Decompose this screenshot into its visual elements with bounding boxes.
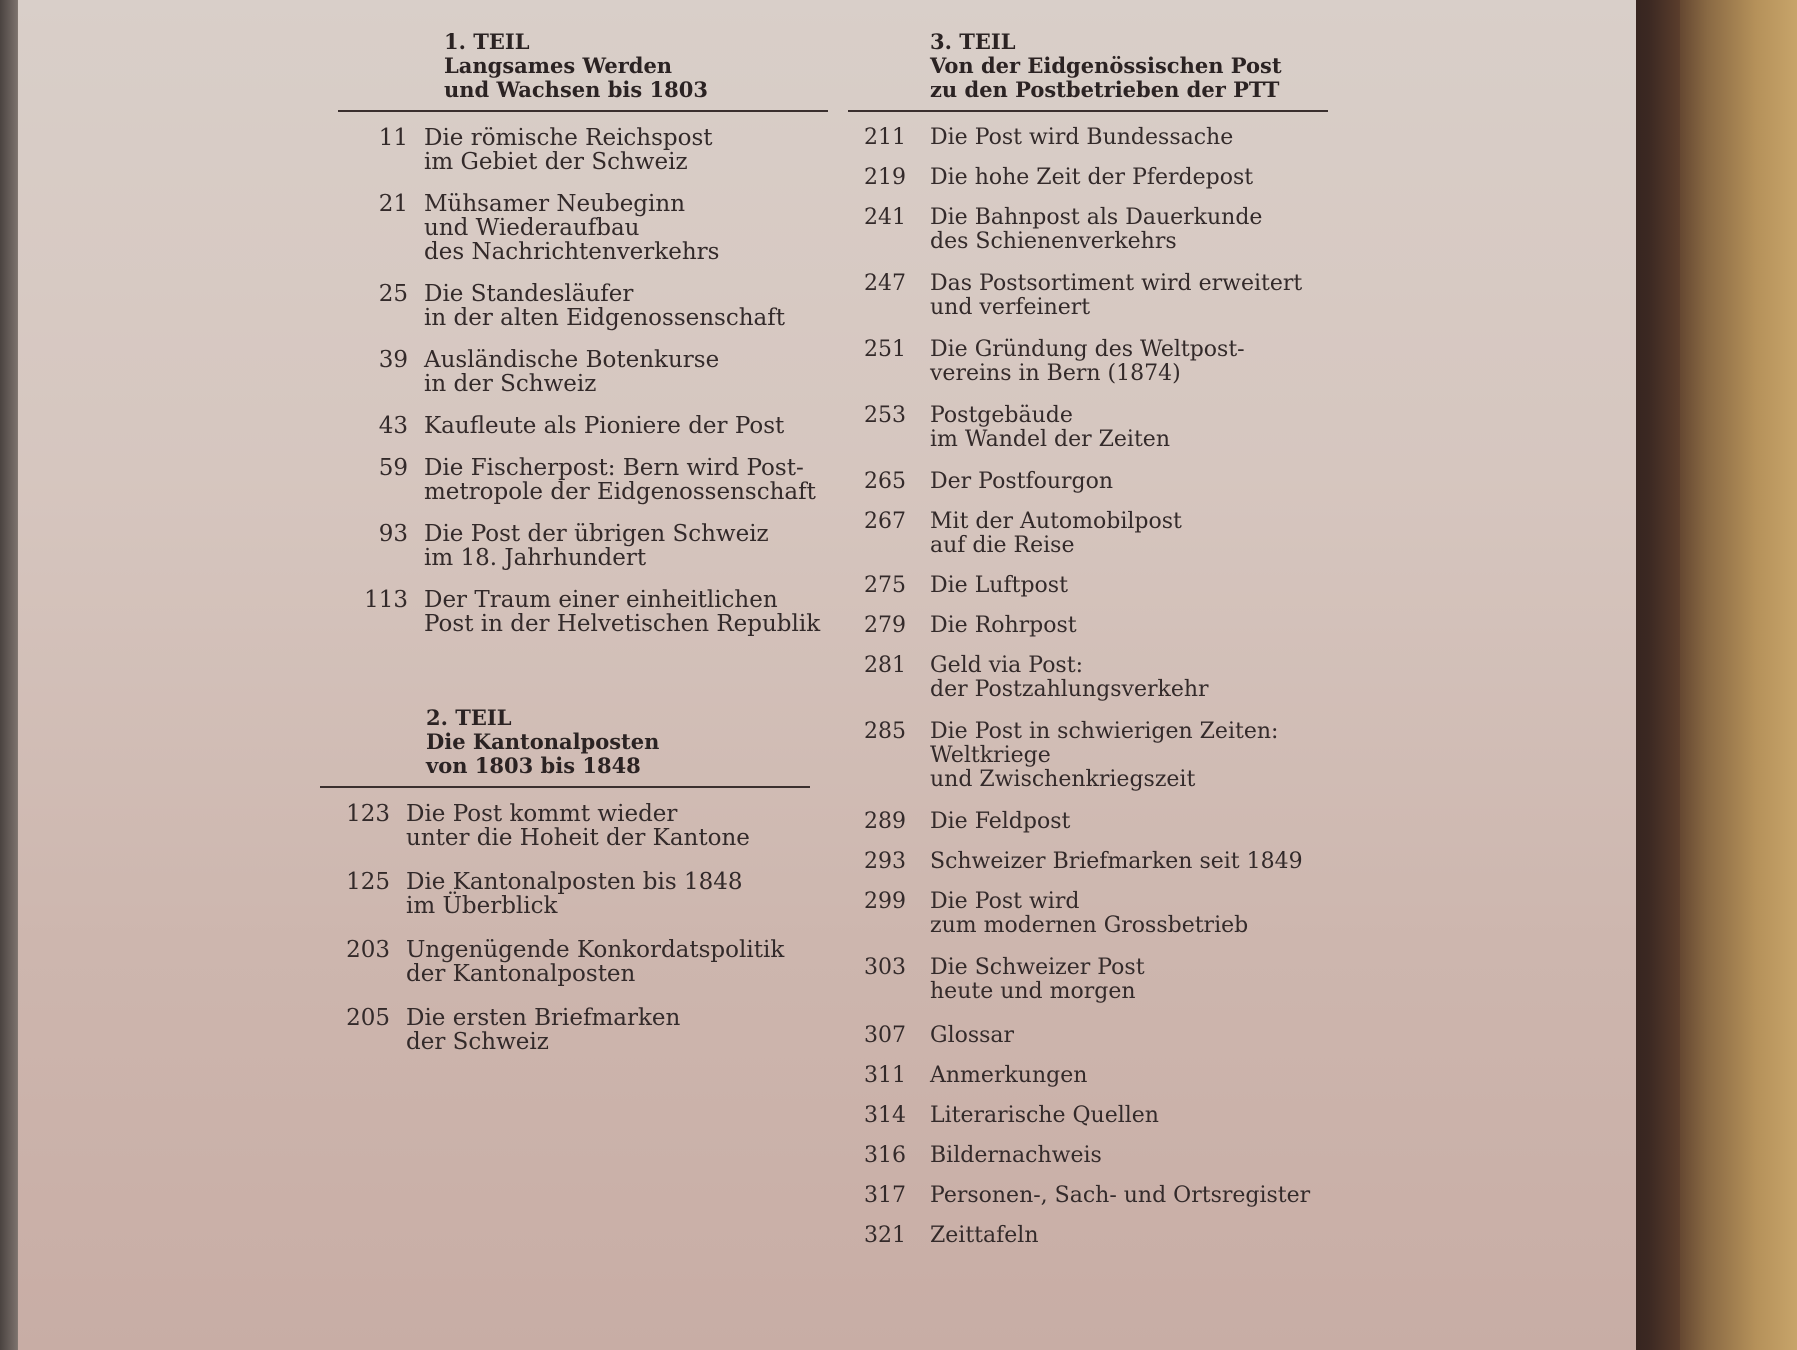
toc-entry xyxy=(338,192,828,264)
toc-page-number: 314 xyxy=(864,1103,906,1128)
toc-entry-title: Postgebäude im Wandel der Zeiten xyxy=(930,403,1170,452)
toc-entry-title: Ungenügende Konkordatspolitik der Kantonalposten xyxy=(406,937,785,987)
part2-number: 2. TEIL xyxy=(426,705,512,730)
toc-entry-title: Die Schweizer Post heute und morgen xyxy=(930,955,1145,1004)
toc-page-number: 311 xyxy=(864,1063,906,1088)
part2-heading xyxy=(320,706,810,778)
toc-entry xyxy=(848,1184,1328,1208)
toc-entry-title: Die Standesläufer in der alten Eidgenossenschaft xyxy=(424,281,786,331)
toc-entry xyxy=(320,1006,810,1054)
toc-entry xyxy=(338,588,828,636)
toc-page-number: 219 xyxy=(864,165,906,190)
toc-entry xyxy=(848,810,1328,834)
toc-entry xyxy=(338,456,828,504)
toc-page-number: 211 xyxy=(864,125,906,150)
part1-entry-list xyxy=(338,126,828,636)
toc-entry-title: Ausländische Botenkurse in der Schweiz xyxy=(424,347,720,397)
toc-entry-title: Glossar xyxy=(930,1023,1015,1048)
toc-entry xyxy=(338,522,828,570)
toc-entry-title: Die Post der übrigen Schweiz im 18. Jahrhundert xyxy=(424,521,769,571)
toc-page-number: 265 xyxy=(864,469,906,494)
toc-entry xyxy=(848,890,1328,938)
toc-page-number: 125 xyxy=(346,869,390,895)
toc-entry xyxy=(848,206,1328,254)
toc-entry-title: Die Kantonalposten bis 1848 im Überblick xyxy=(406,869,743,919)
toc-entry-title: Mit der Automobilpost auf die Reise xyxy=(930,509,1182,558)
toc-entry-title: Schweizer Briefmarken seit 1849 xyxy=(930,849,1303,874)
toc-page-number: 251 xyxy=(864,337,906,362)
toc-page-number: 39 xyxy=(378,347,408,373)
toc-entry xyxy=(848,654,1328,702)
toc-entry xyxy=(338,348,828,396)
toc-page-number: 253 xyxy=(864,403,906,428)
toc-entry-title: Die Post wird Bundessache xyxy=(930,125,1234,150)
toc-entry xyxy=(848,126,1328,150)
toc-entry xyxy=(848,166,1328,190)
toc-entry xyxy=(848,1064,1328,1088)
toc-page-number: 11 xyxy=(378,125,408,151)
toc-entry-title: Die Fischerpost: Bern wird Post- metropole der Eidgenossenschaft xyxy=(424,455,816,505)
part3-rule xyxy=(848,110,1328,112)
toc-page-number: 59 xyxy=(378,455,408,481)
toc-entry-title: Mühsamer Neubeginn und Wiederaufbau des Nachrichtenverkehrs xyxy=(424,191,720,265)
part3-entry-list xyxy=(848,126,1328,1248)
toc-entry-title: Das Postsortiment wird erweitert und verfeinert xyxy=(930,271,1303,320)
toc-page-number: 113 xyxy=(364,587,408,613)
toc-page-number: 285 xyxy=(864,719,906,744)
toc-page-number: 247 xyxy=(864,271,906,296)
toc-entry xyxy=(848,1104,1328,1128)
toc-entry-title: Die Feldpost xyxy=(930,809,1071,834)
toc-page-number: 241 xyxy=(864,205,906,230)
toc-page-number: 316 xyxy=(864,1143,906,1168)
toc-entry-title: Die Post wird zum modernen Grossbetrieb xyxy=(930,889,1249,938)
toc-page-number: 275 xyxy=(864,573,906,598)
toc-entry xyxy=(848,1024,1328,1048)
toc-entry xyxy=(848,272,1328,320)
toc-page-number: 203 xyxy=(346,937,390,963)
toc-entry-title: Die Bahnpost als Dauerkunde des Schienenverkehrs xyxy=(930,205,1263,254)
toc-entry xyxy=(848,574,1328,598)
toc-entry xyxy=(848,470,1328,494)
toc-page-number: 123 xyxy=(346,801,390,827)
part2-section xyxy=(320,706,810,1074)
toc-entry-title: Personen-, Sach- und Ortsregister xyxy=(930,1183,1311,1208)
toc-entry-title: Die Luftpost xyxy=(930,573,1068,598)
toc-page-number: 205 xyxy=(346,1005,390,1031)
toc-entry xyxy=(338,414,828,438)
toc-entry xyxy=(848,404,1328,452)
toc-page-number: 317 xyxy=(864,1183,906,1208)
part1-number: 1. TEIL xyxy=(444,29,530,54)
toc-entry-title: Zeittafeln xyxy=(930,1223,1039,1248)
part3-title-line2: zu den Postbetrieben der PTT xyxy=(930,77,1280,102)
toc-entry xyxy=(320,938,810,986)
toc-entry xyxy=(338,126,828,174)
toc-page-number: 267 xyxy=(864,509,906,534)
toc-entry xyxy=(848,720,1328,792)
part3-section xyxy=(848,30,1328,1264)
part1-title-line2: und Wachsen bis 1803 xyxy=(444,77,708,102)
toc-entry-title: Kaufleute als Pioniere der Post xyxy=(424,413,785,439)
toc-entry-title: Die Post in schwierigen Zeiten: Weltkriege und Zwischenkriegszeit xyxy=(930,719,1279,792)
part2-title-line2: von 1803 bis 1848 xyxy=(426,753,641,778)
part3-number: 3. TEIL xyxy=(930,29,1016,54)
toc-entry xyxy=(848,338,1328,386)
toc-entry-title: Geld via Post: der Postzahlungsverkehr xyxy=(930,653,1209,702)
part1-title-line1: Langsames Werden xyxy=(444,53,673,78)
toc-entry xyxy=(848,850,1328,874)
part2-entry-list xyxy=(320,802,810,1054)
toc-entry-title: Die ersten Briefmarken der Schweiz xyxy=(406,1005,681,1055)
part1-section xyxy=(338,30,828,654)
toc-page-number: 321 xyxy=(864,1223,906,1248)
toc-entry xyxy=(320,802,810,850)
toc-entry-title: Die römische Reichspost im Gebiet der Schweiz xyxy=(424,125,713,175)
toc-entry-title: Anmerkungen xyxy=(930,1063,1088,1088)
toc-entry-title: Bildernachweis xyxy=(930,1143,1102,1168)
toc-page-number: 289 xyxy=(864,809,906,834)
toc-page-number: 25 xyxy=(378,281,408,307)
toc-page-number: 299 xyxy=(864,889,906,914)
toc-entry xyxy=(848,614,1328,638)
toc-page-number: 279 xyxy=(864,613,906,638)
toc-entry-title: Der Traum einer einheitlichen Post in der Helvetischen Republik xyxy=(424,587,821,637)
toc-page-number: 303 xyxy=(864,955,906,980)
book-page xyxy=(18,0,1636,1350)
toc-entry-title: Die Gründung des Weltpost- vereins in Bern (1874) xyxy=(930,337,1245,386)
toc-entry xyxy=(848,1224,1328,1248)
table-background xyxy=(1660,0,1797,1350)
toc-page-number: 307 xyxy=(864,1023,906,1048)
toc-page-number: 21 xyxy=(378,191,408,217)
toc-entry xyxy=(338,282,828,330)
part1-rule xyxy=(338,110,828,112)
toc-entry xyxy=(320,870,810,918)
toc-page-number: 281 xyxy=(864,653,906,678)
part3-title-line1: Von der Eidgenössischen Post xyxy=(930,53,1282,78)
toc-page-number: 293 xyxy=(864,849,906,874)
part3-heading xyxy=(848,30,1328,102)
toc-entry xyxy=(848,1144,1328,1168)
part2-rule xyxy=(320,786,810,788)
toc-entry-title: Die Post kommt wieder unter die Hoheit der Kantone xyxy=(406,801,750,851)
toc-page-number: 93 xyxy=(378,521,408,547)
part2-title-line1: Die Kantonalposten xyxy=(426,729,660,754)
toc-entry-title: Die hohe Zeit der Pferdepost xyxy=(930,165,1254,190)
part1-heading xyxy=(338,30,828,102)
toc-entry xyxy=(848,956,1328,1004)
toc-page-number: 43 xyxy=(378,413,408,439)
toc-entry xyxy=(848,510,1328,558)
toc-entry-title: Die Rohrpost xyxy=(930,613,1077,638)
toc-entry-title: Literarische Quellen xyxy=(930,1103,1159,1128)
toc-entry-title: Der Postfourgon xyxy=(930,469,1114,494)
